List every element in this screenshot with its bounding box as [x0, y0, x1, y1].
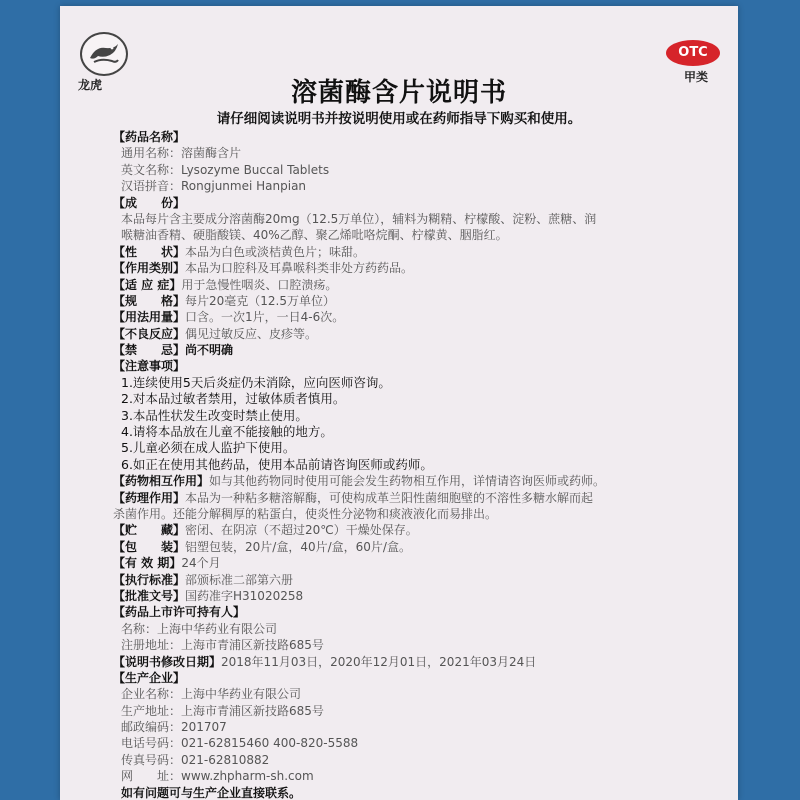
adverse-row	[113, 326, 735, 342]
category-row	[113, 260, 735, 276]
contra-value: 尚不明确	[185, 343, 234, 358]
precaution-item: 4.请将本品放在儿童不能接触的地方。	[121, 424, 333, 440]
manufacturer-postcode: 邮政编码：201707	[121, 720, 227, 735]
character-value: 本品为白色或淡桔黄色片；味甜。	[185, 244, 366, 259]
leaflet-page	[60, 6, 738, 800]
pharm-value-1: 本品为一种粘多糖溶解酶，可使构成革兰阳性菌细胞壁的不溶性多糖水解而起	[185, 490, 594, 505]
character-row	[113, 244, 735, 260]
approval-row	[113, 588, 735, 604]
leaflet-body	[113, 129, 735, 800]
validity-row	[113, 555, 735, 571]
dosage-row	[113, 309, 735, 325]
approval-value: 国药准字H31020258	[185, 588, 304, 603]
precaution-item: 3.本品性状发生改变时禁止使用。	[121, 407, 308, 423]
standard-value: 部颁标准二部第六册	[185, 572, 294, 587]
document-subtitle: 请仔细阅读说明书并按说明使用或在药师指导下购买和使用。	[216, 111, 582, 127]
storage-value: 密闭、在阴凉（不超过20℃）干燥处保存。	[185, 523, 418, 538]
interaction-row	[113, 473, 735, 489]
dragon-tiger-logo	[80, 32, 128, 76]
precaution-item: 1.连续使用5天后炎症仍未消除，应向医师咨询。	[121, 374, 391, 390]
pharm-value-2: 杀菌作用。还能分解稠厚的粘蛋白，使炎性分泌物和痰液液化而易排出。	[113, 506, 498, 521]
standard-label: 【执行标准】	[113, 572, 186, 587]
pinyin-name: 汉语拼音：Rongjunmei Hanpian	[121, 179, 307, 194]
indications-label: 【适 应 症】	[113, 277, 182, 292]
adverse-label: 【不良反应】	[113, 326, 186, 341]
category-label: 【作用类别】	[113, 261, 186, 276]
precaution-item: 5.儿童必须在成人监护下使用。	[121, 440, 296, 456]
storage-row	[113, 522, 735, 538]
manufacturer-header: 【生产企业】	[113, 670, 186, 685]
revision-label: 【说明书修改日期】	[113, 654, 222, 669]
storage-label: 【贮 藏】	[113, 523, 186, 538]
interaction-value: 如与其他药物同时使用可能会发生药物相互作用，详情请咨询医师或药师。	[209, 474, 606, 489]
english-name: 英文名称：Lysozyme Buccal Tablets	[121, 162, 330, 177]
adverse-value: 偶见过敏反应、皮疹等。	[185, 326, 318, 341]
revision-row	[113, 654, 735, 670]
drug-name-header: 【药品名称】	[113, 130, 186, 144]
indications-row	[113, 277, 735, 293]
ingredients-text-1: 本品每片含主要成分溶菌酶20mg（12.5万单位），辅料为糊精、柠檬酸、淀粉、蔗糖、润	[121, 211, 597, 226]
contra-label: 【禁 忌】	[113, 343, 186, 358]
precautions-header: 【注意事项】	[113, 359, 186, 374]
holder-address: 注册地址：上海市青浦区新技路685号	[121, 638, 324, 653]
contra-row	[113, 342, 735, 358]
spec-row	[113, 293, 735, 309]
precaution-item: 6.如正在使用其他药品，使用本品前请咨询医师或药师。	[121, 456, 433, 472]
manufacturer-fax: 传真号码：021-62810882	[121, 752, 270, 767]
document-title: 溶菌酶含片说明书	[290, 78, 507, 108]
holder-header: 【药品上市许可持有人】	[113, 605, 246, 620]
spec-value: 每片20毫克（12.5万单位）	[185, 293, 336, 308]
pharm-label: 【药理作用】	[113, 490, 186, 505]
manufacturer-phone: 电话号码：021-62815460 400-820-5588	[121, 736, 359, 751]
character-label: 【性 状】	[113, 244, 186, 259]
validity-label: 【有 效 期】	[113, 556, 182, 571]
dosage-label: 【用法用量】	[113, 310, 186, 325]
package-label: 【包 装】	[113, 539, 186, 554]
indications-value: 用于急慢性咽炎、口腔溃疡。	[181, 277, 338, 292]
standard-row	[113, 572, 735, 588]
dosage-value: 口含。一次1片，一日4-6次。	[185, 310, 345, 325]
ingredients-text-2: 喉糖油香精、硬脂酸镁、40%乙醇、聚乙烯吡咯烷酮、柠檬黄、胭脂红。	[121, 228, 508, 243]
package-value: 铝塑包装，20片/盒，40片/盒，60片/盒。	[185, 539, 411, 554]
generic-name: 通用名称：溶菌酶含片	[121, 146, 242, 161]
otc-badge: OTC	[666, 40, 720, 66]
category-value: 本品为口腔科及耳鼻喉科类非处方药药品。	[185, 261, 414, 276]
manufacturer-address: 生产地址：上海市青浦区新技路685号	[121, 703, 324, 718]
spec-label: 【规 格】	[113, 293, 186, 308]
holder-name: 名称：上海中华药业有限公司	[121, 621, 278, 636]
otc-class-label: 甲类	[683, 70, 708, 84]
brand-name: 龙虎	[78, 78, 103, 92]
pharm-row	[113, 490, 735, 506]
ingredients-label: 【成 份】	[113, 195, 186, 210]
precaution-item: 2.对本品过敏者禁用，过敏体质者慎用。	[121, 391, 346, 407]
approval-label: 【批准文号】	[113, 588, 186, 603]
package-row	[113, 539, 735, 555]
manufacturer-website: 网 址：www.zhpharm-sh.com	[121, 769, 314, 784]
closing-note: 如有问题可与生产企业直接联系。	[121, 785, 302, 800]
validity-value: 24个月	[181, 556, 221, 571]
interaction-label: 【药物相互作用】	[113, 474, 210, 489]
manufacturer-company: 企业名称：上海中华药业有限公司	[121, 687, 302, 702]
revision-value: 2018年11月03日，2020年12月01日，2021年03月24日	[221, 654, 537, 669]
